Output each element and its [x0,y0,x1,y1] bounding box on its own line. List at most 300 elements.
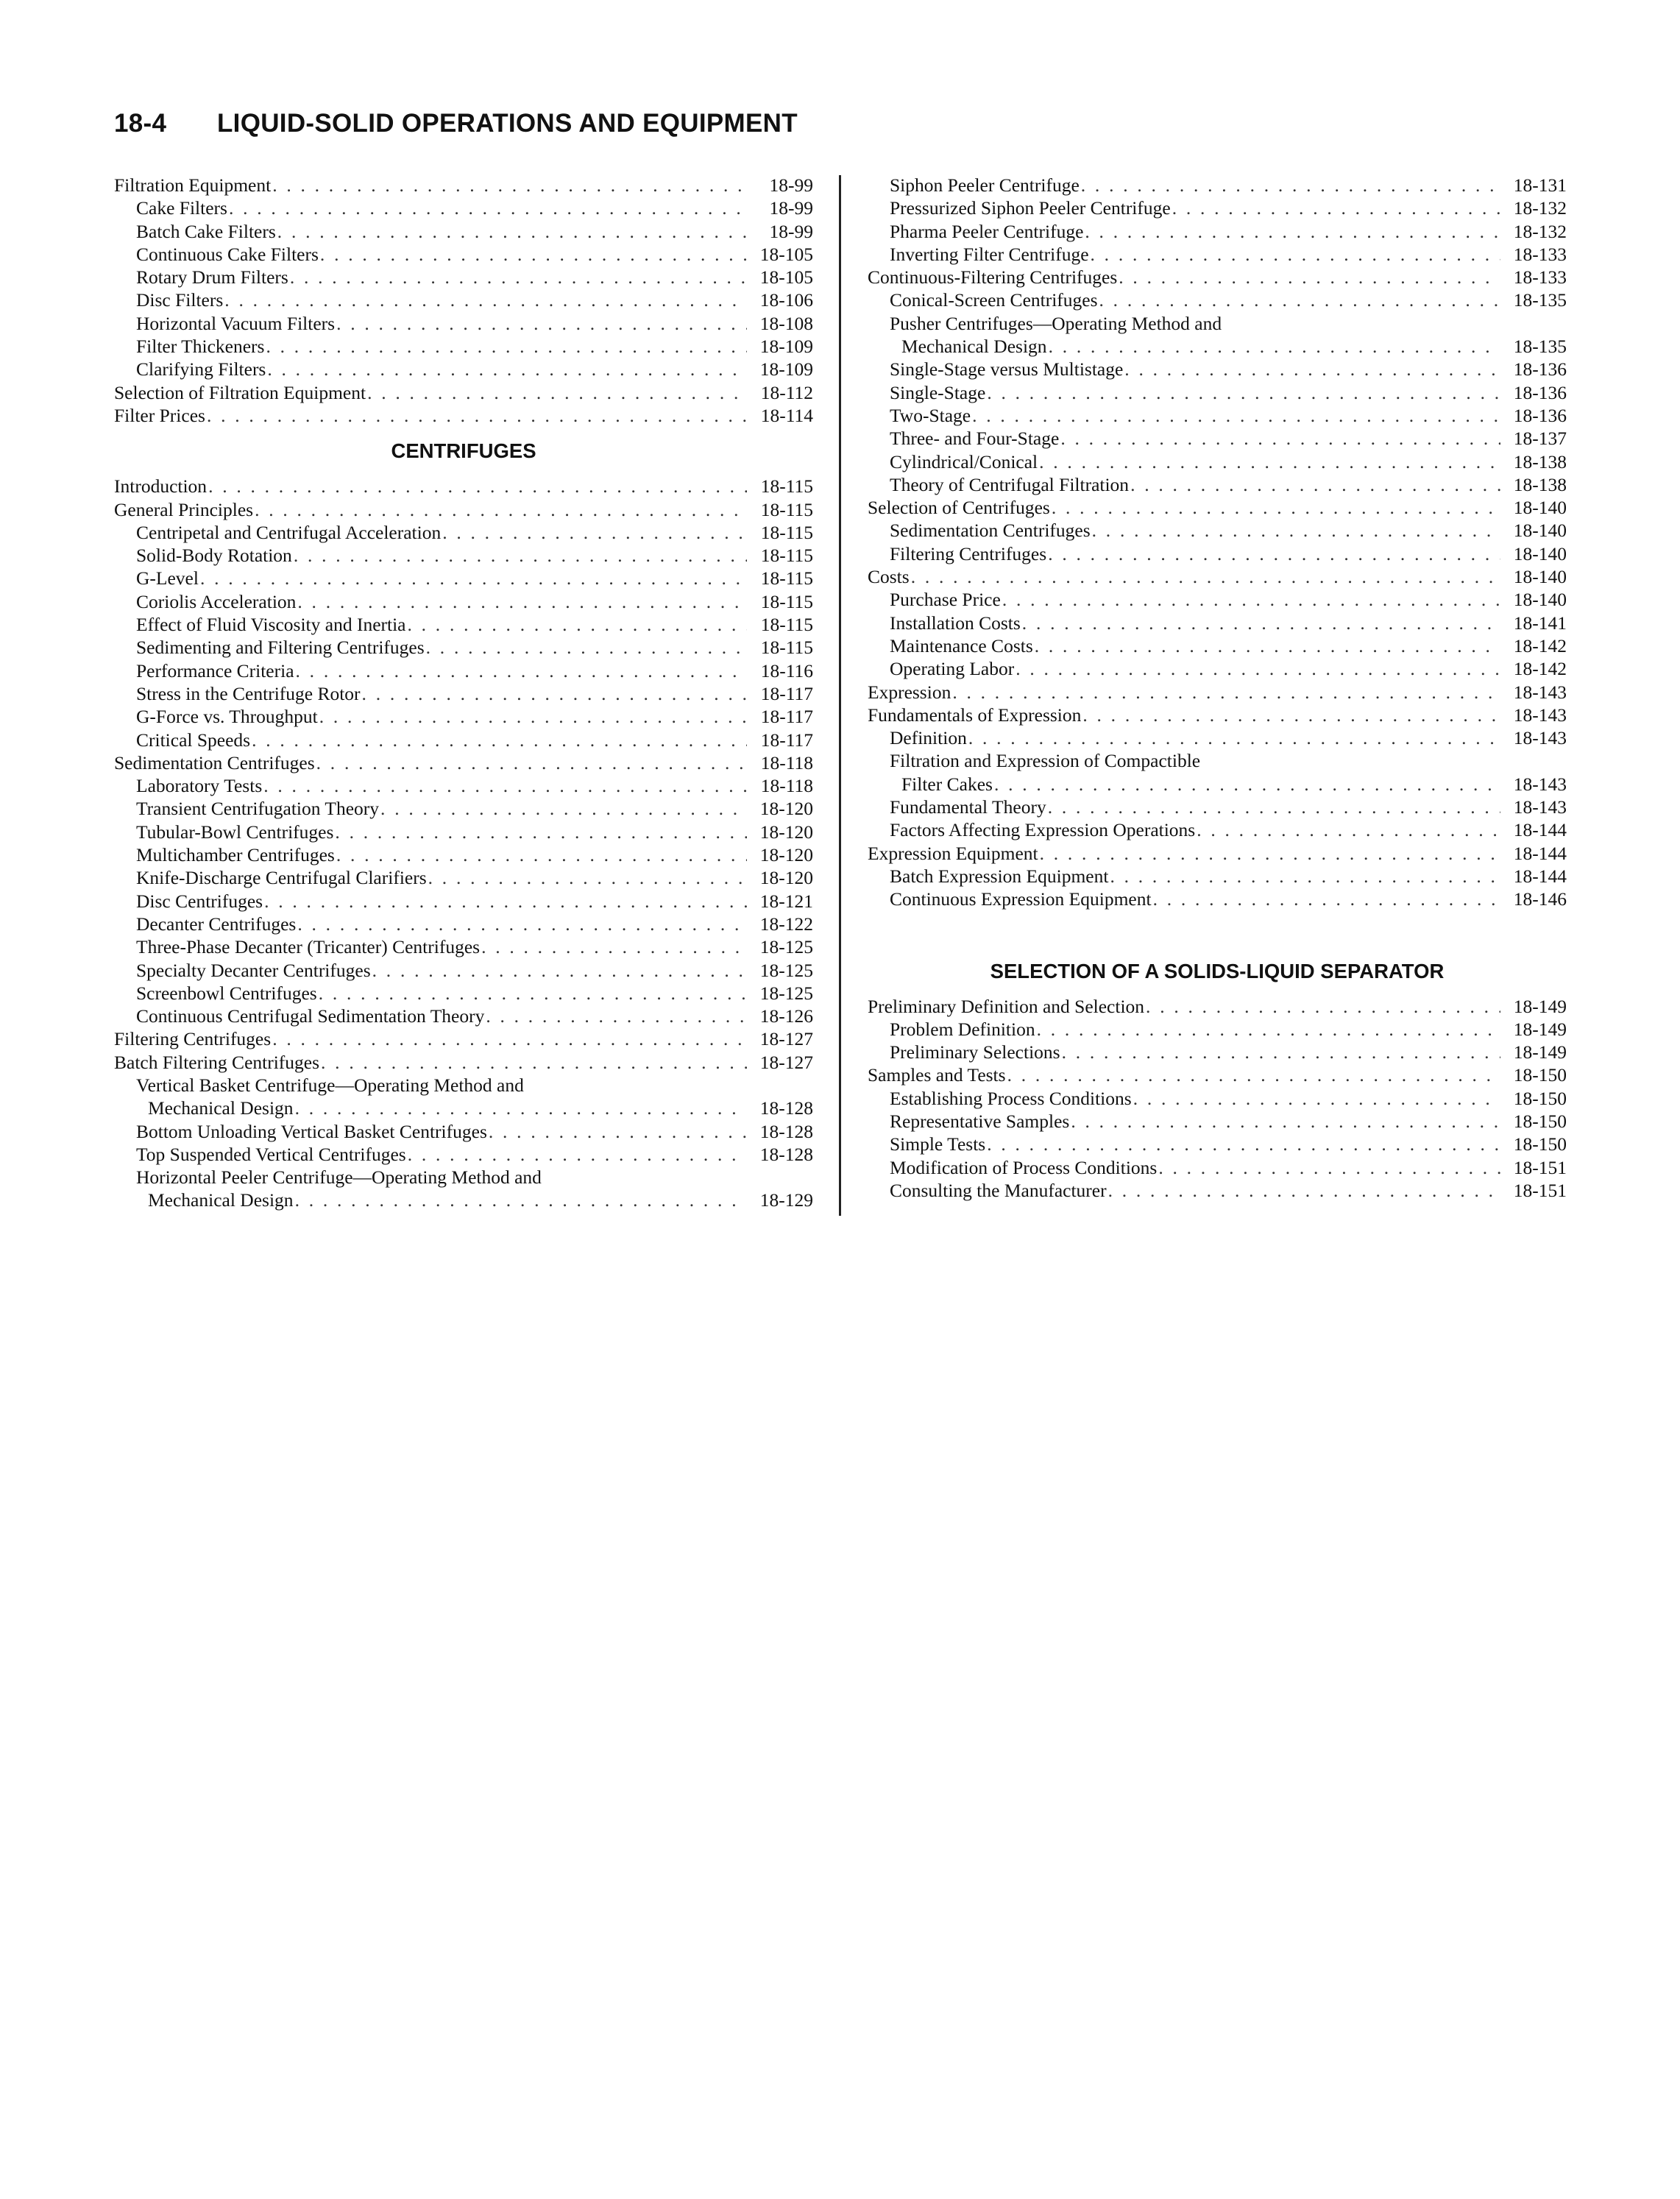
toc-entry-page: 18-120 [759,798,813,820]
dot-leader [1001,588,1500,611]
dot-leader [1123,358,1500,380]
toc-entry [114,751,813,774]
toc-entry [114,358,813,380]
toc-entry [114,890,813,913]
toc-entry-title: Filtering Centrifuges [114,1028,272,1050]
dot-leader [335,843,747,866]
dot-leader [1089,243,1500,266]
toc-entry [868,842,1567,865]
toc-entry-page: 18-132 [1513,220,1567,242]
toc-entry-page: 18-143 [1513,773,1567,795]
dot-leader [319,243,747,266]
toc-entry [868,588,1567,611]
toc-entry [114,220,813,243]
toc-entry [868,196,1567,219]
toc-entry-title: Filter Cakes [901,773,993,795]
toc-entry [114,521,813,544]
toc-entry-title: Cake Filters [136,197,227,219]
dot-leader [319,1051,747,1074]
dot-leader [1091,519,1500,542]
page-header [114,109,798,138]
dot-leader [271,174,747,196]
toc-entry [868,358,1567,380]
toc-entry [114,335,813,358]
toc-entry [114,312,813,335]
toc-entry-page: 18-144 [1513,819,1567,841]
dot-leader [985,1133,1500,1155]
toc-entry-page: 18-142 [1513,658,1567,680]
toc-entry-page: 18-115 [760,545,813,567]
dot-leader [294,1097,747,1119]
toc-entry-title: Pharma Peeler Centrifuge [890,220,1084,242]
dot-leader [366,381,747,404]
toc-entry-continued [114,1166,813,1189]
toc-entry [114,288,813,311]
toc-entry-title: Expression Equipment [868,842,1038,864]
dot-leader [1033,634,1500,657]
dot-leader [292,544,747,567]
toc-entry [114,266,813,288]
toc-entry-page: 18-116 [760,659,813,681]
dot-leader [227,196,747,219]
toc-entry-page: 18-121 [759,890,813,912]
toc-group-filtration [114,174,813,427]
dot-leader [1014,657,1500,680]
toc-entry-title: Consulting the Manufacturer [890,1179,1107,1201]
dot-leader [1050,496,1500,519]
toc-entry-page: 18-149 [1513,995,1567,1017]
dot-leader [266,358,747,380]
dot-leader [1047,335,1500,358]
toc-entry-page: 18-115 [760,498,813,520]
dot-leader [427,866,747,889]
toc-entry-title: Effect of Fluid Viscosity and Inertia [136,614,406,636]
toc-entry-title: Top Suspended Vertical Centrifuges [136,1143,406,1165]
toc-entry-page: 18-118 [760,751,813,773]
dot-leader [317,982,747,1005]
toc-entry [114,243,813,266]
dot-leader [1171,196,1500,219]
toc-entry-page: 18-108 [759,312,813,334]
toc-entry-title: Three-Phase Decanter (Tricanter) Centrifuges [136,936,481,958]
toc-entry [114,196,813,219]
section-heading-centrifuges: CENTRIFUGES [391,439,536,463]
toc-entry-continued [114,1074,813,1097]
toc-entry [868,1156,1567,1179]
column-divider [839,175,841,1216]
toc-entry [114,174,813,196]
toc-entry [868,726,1567,749]
toc-entry-title: Representative Samples [890,1110,1070,1132]
toc-entry-title: Filtration Equipment [114,174,272,196]
toc-entry [868,995,1567,1018]
toc-entry-page: 18-136 [1513,404,1567,426]
toc-entry-page: 18-151 [1513,1156,1567,1178]
toc-entry [114,381,813,404]
dot-leader [333,821,747,843]
toc-entry-title: Sedimentation Centrifuges [890,520,1091,542]
dot-leader [985,381,1500,404]
toc-entry-title: Purchase Price [890,589,1001,611]
toc-entry [868,335,1567,358]
dot-leader [406,613,748,636]
toc-entry-title: Establishing Process Conditions [890,1087,1132,1109]
toc-entry-title: Bottom Unloading Vertical Basket Centrifuges [136,1120,487,1142]
toc-entry-title: Knife-Discharge Centrifugal Clarifiers [136,867,427,889]
toc-entry [114,797,813,820]
toc-entry [114,935,813,958]
toc-entry-title: Horizontal Vacuum Filters [136,312,336,334]
toc-entry [868,773,1567,796]
toc-entry-title: Centripetal and Centrifugal Acceleration [136,521,442,543]
dot-leader [288,266,747,288]
toc-entry [868,704,1567,726]
dot-leader [1107,1179,1500,1202]
toc-entry-title: Preliminary Definition and Selection [868,995,1145,1017]
toc-entry-title: Filter Prices [114,404,205,426]
toc-entry-title: G-Level [136,567,199,589]
toc-entry-title: Mechanical Design [148,1097,294,1119]
toc-entry-continued [868,749,1567,772]
toc-entry [114,1051,813,1074]
dot-leader [1021,612,1500,634]
toc-entry-title: Mechanical Design [148,1189,294,1211]
dot-leader [262,774,747,797]
toc-entry-page: 18-140 [1513,566,1567,588]
toc-entry-title: Rotary Drum Filters [136,266,288,288]
toc-entry-page: 18-140 [1513,542,1567,564]
toc-entry [114,498,813,521]
toc-entry-page: 18-143 [1513,727,1567,749]
toc-entry [868,1063,1567,1086]
dot-leader [1060,1041,1500,1063]
toc-entry-title: Laboratory Tests [136,775,263,797]
toc-entry-title: Single-Stage [890,381,986,403]
toc-entry-page: 18-120 [759,867,813,889]
toc-entry-page: 18-135 [1513,289,1567,311]
toc-entry [114,682,813,705]
dot-leader [484,1005,747,1027]
dot-leader [1195,818,1500,841]
toc-entry-title: Disc Centrifuges [136,890,263,912]
toc-entry-title: Critical Speeds [136,729,251,751]
toc-entry [114,1097,813,1119]
toc-entry-page: 18-138 [1513,473,1567,495]
dot-leader [315,751,747,774]
toc-entry-page: 18-138 [1513,450,1567,472]
toc-entry-title: Vertical Basket Centrifuge—Operating Method and [136,1074,524,1096]
toc-entry-page: 18-127 [759,1051,813,1073]
toc-entry-title: Two-Stage [890,404,971,426]
dot-leader [1098,288,1500,311]
toc-entry-page: 18-115 [760,521,813,543]
toc-entry-page: 18-129 [759,1189,813,1211]
toc-entry [114,1143,813,1166]
toc-group-centrifuges-continued [868,174,1567,911]
dot-leader [1006,1063,1500,1086]
dot-leader [406,1143,747,1166]
toc-entry-title: Stress in the Centrifuge Rotor [136,682,361,704]
toc-column-right [868,174,1567,1202]
toc-entry [868,888,1567,910]
toc-entry-page: 18-112 [760,381,813,403]
dot-leader [951,681,1500,704]
toc-entry-title: Three- and Four-Stage [890,428,1060,450]
toc-entry-page: 18-128 [759,1143,813,1165]
toc-entry-title: Horizontal Peeler Centrifuge—Operating Method and [136,1166,542,1189]
toc-entry-page: 18-149 [1513,1018,1567,1040]
toc-entry [868,818,1567,841]
toc-entry [868,1110,1567,1133]
toc-entry-page: 18-143 [1513,704,1567,726]
toc-entry-page: 18-122 [759,913,813,935]
toc-entry-title: Preliminary Selections [890,1041,1060,1063]
toc-entry-page: 18-128 [759,1120,813,1142]
toc-entry [114,705,813,728]
toc-entry-title: Samples and Tests [868,1064,1006,1086]
dot-leader [1059,427,1500,450]
toc-entry-page: 18-133 [1513,243,1567,265]
toc-entry-page: 18-125 [759,982,813,1004]
dot-leader [1108,865,1500,888]
dot-leader [1046,542,1500,565]
toc-entry-title: Continuous Cake Filters [136,243,319,265]
dot-leader [993,773,1500,796]
toc-entry-title: Transient Centrifugation Theory [136,798,380,820]
dot-leader [335,312,747,335]
toc-entry [114,659,813,682]
dot-leader [253,498,747,521]
toc-entry [114,959,813,982]
toc-entry-page: 18-117 [760,682,813,704]
toc-entry-title: Sedimenting and Filtering Centrifuges [136,637,425,659]
dot-leader [223,288,747,311]
toc-entry [868,1133,1567,1155]
toc-entry-page: 18-142 [1513,634,1567,656]
dot-leader [425,636,747,659]
toc-entry [868,266,1567,288]
toc-entry-page: 18-141 [1513,612,1567,634]
toc-entry-page: 18-140 [1513,589,1567,611]
toc-entry [114,1005,813,1027]
dot-leader [207,475,747,497]
toc-entry [868,634,1567,657]
dot-leader [296,913,747,935]
toc-entry-page: 18-150 [1513,1110,1567,1132]
toc-entry [114,590,813,613]
toc-entry-page: 18-99 [769,174,813,196]
toc-entry-title: Single-Stage versus Multistage [890,358,1124,380]
toc-entry-page: 18-120 [759,821,813,843]
toc-entry-title: Continuous-Filtering Centrifuges [868,266,1118,288]
dot-leader [910,565,1500,588]
toc-entry-title: Specialty Decanter Centrifuges [136,959,371,981]
toc-entry [114,843,813,866]
toc-entry-title: Batch Expression Equipment [890,865,1109,887]
toc-entry-page: 18-137 [1513,428,1567,450]
dot-leader [271,1027,747,1050]
toc-entry [114,636,813,659]
toc-entry-title: General Principles [114,498,254,520]
toc-entry [114,475,813,497]
toc-entry-title: Filtering Centrifuges [890,542,1047,564]
toc-entry-page: 18-115 [760,614,813,636]
dot-leader [1129,473,1500,496]
toc-entry-title: Introduction [114,475,208,497]
dot-leader [379,797,747,820]
toc-entry-page: 18-151 [1513,1179,1567,1201]
toc-entry-title: Tubular-Bowl Centrifuges [136,821,334,843]
toc-entry-page: 18-115 [760,475,813,497]
toc-column-left [114,174,813,1212]
toc-entry [114,613,813,636]
toc-entry [114,913,813,935]
toc-entry [868,404,1567,427]
toc-entry-title: G-Force vs. Throughput [136,706,318,728]
toc-entry-title: Costs [868,566,910,588]
toc-entry [114,404,813,427]
toc-entry [868,657,1567,680]
dot-leader [1132,1087,1500,1110]
toc-entry [868,174,1567,196]
toc-entry-title: Decanter Centrifuges [136,913,297,935]
toc-entry-title: Conical-Screen Centrifuges [890,289,1098,311]
toc-entry-title: Problem Definition [890,1018,1035,1040]
toc-entry-title: Operating Labor [890,658,1015,680]
dot-leader [1157,1156,1500,1179]
dot-leader [263,890,747,913]
toc-entry-page: 18-115 [760,590,813,612]
toc-entry [868,381,1567,404]
toc-entry-title: Siphon Peeler Centrifuge [890,174,1080,196]
toc-entry-page: 18-131 [1513,174,1567,196]
toc-entry-page: 18-149 [1513,1041,1567,1063]
toc-entry [114,866,813,889]
toc-entry-page: 18-150 [1513,1133,1567,1155]
toc-entry-page: 18-133 [1513,266,1567,288]
toc-entry-page: 18-143 [1513,681,1567,703]
dot-leader [296,590,747,613]
dot-leader [1038,450,1500,473]
toc-entry [868,288,1567,311]
toc-entry-title: Clarifying Filters [136,358,266,380]
toc-entry-page: 18-143 [1513,796,1567,818]
toc-entry-title: Factors Affecting Expression Operations [890,819,1196,841]
toc-entry-title: Filter Thickeners [136,336,265,358]
toc-entry-page: 18-115 [760,637,813,659]
toc-entry-page: 18-117 [760,729,813,751]
dot-leader [294,1189,747,1211]
toc-entry-title: Screenbowl Centrifuges [136,982,317,1004]
toc-entry-page: 18-126 [759,1005,813,1027]
toc-entry-page: 18-125 [759,936,813,958]
toc-entry-page: 18-140 [1513,497,1567,519]
toc-entry-page: 18-144 [1513,865,1567,887]
dot-leader [250,729,747,751]
toc-entry-page: 18-99 [769,220,813,242]
toc-group-centrifuges [114,475,813,1212]
toc-entry-title: Expression [868,681,951,703]
toc-group-selection [868,995,1567,1203]
toc-entry-title: Cylindrical/Conical [890,450,1038,472]
toc-entry [868,1179,1567,1202]
dot-leader [971,404,1500,427]
toc-entry-page: 18-144 [1513,842,1567,864]
toc-entry-page: 18-114 [760,404,813,426]
toc-entry-title: Mechanical Design [901,336,1047,358]
toc-entry [114,774,813,797]
dot-leader [1152,888,1500,910]
toc-entry-page: 18-132 [1513,197,1567,219]
toc-entry-page: 18-136 [1513,358,1567,380]
toc-entry-title: Modification of Process Conditions [890,1156,1158,1178]
dot-leader [361,682,747,705]
dot-leader [1069,1110,1500,1133]
dot-leader [480,935,747,958]
toc-entry [868,681,1567,704]
toc-entry-title: Theory of Centrifugal Filtration [890,473,1130,495]
toc-entry-page: 18-105 [759,266,813,288]
dot-leader [318,705,747,728]
toc-entry-continued [868,312,1567,335]
toc-entry-title: Pressurized Siphon Peeler Centrifuge [890,197,1171,219]
toc-entry-page: 18-115 [760,567,813,589]
toc-entry-page: 18-140 [1513,520,1567,542]
toc-entry [868,220,1567,243]
toc-entry [114,729,813,751]
toc-entry-title: Performance Criteria [136,659,294,681]
toc-entry-title: Filtration and Expression of Compactible [890,750,1201,772]
toc-entry-page: 18-125 [759,959,813,981]
toc-entry [114,821,813,843]
toc-entry-title: Selection of Filtration Equipment [114,381,366,403]
toc-entry-title: Simple Tests [890,1133,986,1155]
dot-leader [1117,266,1500,288]
toc-entry-page: 18-150 [1513,1064,1567,1086]
toc-entry-title: Coriolis Acceleration [136,590,297,612]
toc-entry [868,519,1567,542]
toc-entry [114,1189,813,1211]
dot-leader [1081,704,1500,726]
toc-entry-page: 18-109 [759,358,813,380]
toc-entry-page: 18-99 [769,197,813,219]
dot-leader [276,220,747,243]
toc-entry [868,796,1567,818]
toc-entry-title: Installation Costs [890,612,1021,634]
toc-entry [868,865,1567,888]
toc-entry [114,1027,813,1050]
toc-entry-title: Selection of Centrifuges [868,497,1050,519]
toc-entry [868,612,1567,634]
toc-entry [868,565,1567,588]
toc-entry-title: Definition [890,727,967,749]
dot-leader [205,404,747,427]
toc-entry-page: 18-105 [759,243,813,265]
dot-leader [199,567,747,589]
toc-entry [114,982,813,1005]
toc-entry [868,496,1567,519]
toc-entry-title: Inverting Filter Centrifuge [890,243,1089,265]
dot-leader [371,959,747,982]
toc-entry-page: 18-136 [1513,381,1567,403]
toc-entry-page: 18-117 [760,706,813,728]
toc-entry-title: Sedimentation Centrifuges [114,751,315,773]
toc-entry-page: 18-127 [759,1028,813,1050]
toc-entry-title: Fundamentals of Expression [868,704,1082,726]
dot-leader [1080,174,1500,196]
toc-entry-page: 18-150 [1513,1087,1567,1109]
toc-entry-page: 18-146 [1513,888,1567,910]
